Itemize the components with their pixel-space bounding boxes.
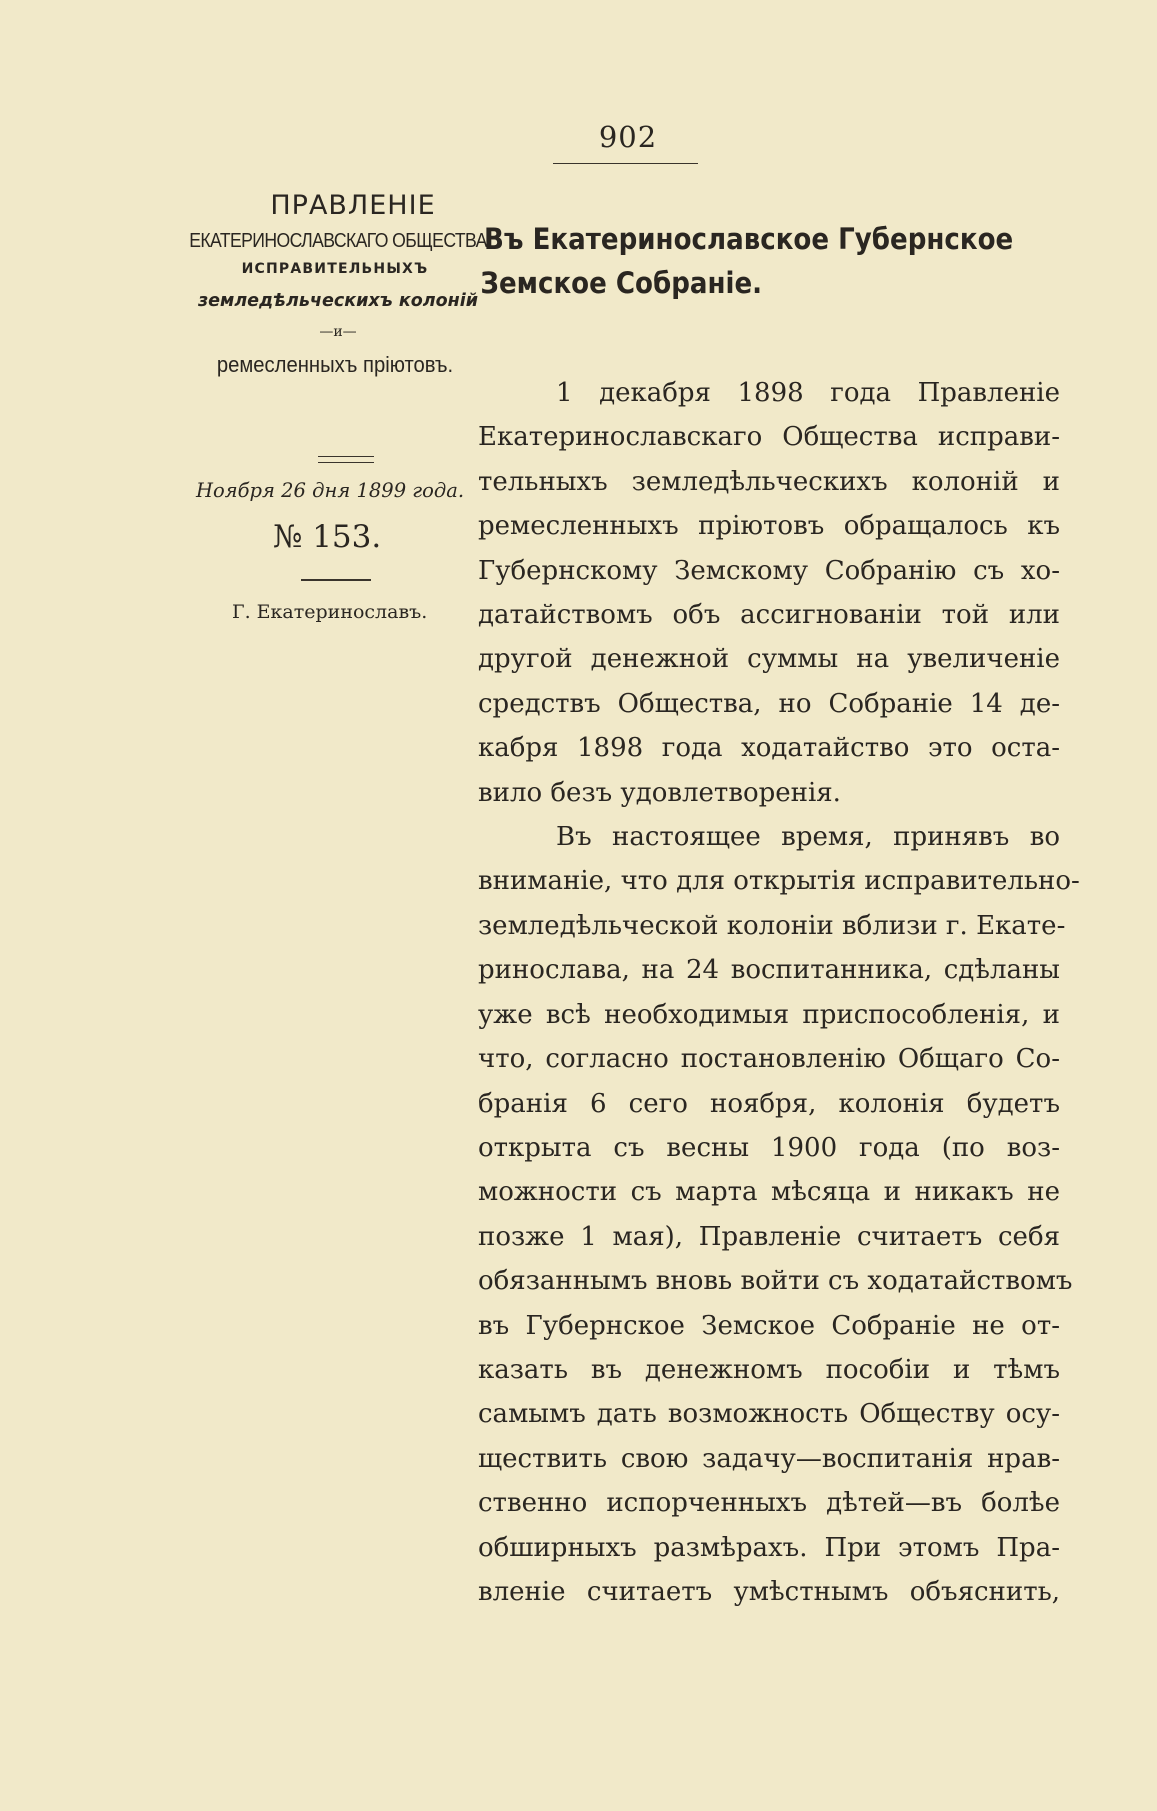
- letter-city: Г. Екатеринославъ.: [232, 601, 428, 623]
- body-line: бранія 6 сего ноября, колонія будетъ: [478, 1088, 1060, 1119]
- letter-body: [478, 371, 1080, 1614]
- body-line: Въ настоящее время, принявъ во: [556, 822, 1060, 853]
- body-line: позже 1 мая), Правленіе считаетъ себя: [478, 1221, 1060, 1252]
- body-line: обязаннымъ вновь войти съ ходатайствомъ: [478, 1266, 1073, 1297]
- body-line: тельныхъ земледѣльческихъ колоній и: [478, 466, 1060, 497]
- body-line: 1 декабря 1898 года Правленіе: [556, 378, 1060, 408]
- sender-title: ПРАВЛЕНІЕ: [270, 190, 436, 221]
- sender-corrective: ИСПРАВИТЕЛЬНЫХЪ: [241, 261, 429, 277]
- body-line: датайствомъ объ ассигнованіи той или: [478, 600, 1060, 631]
- body-line: вленіе считаетъ умѣстнымъ объяснить,: [478, 1576, 1060, 1607]
- number-rule: [301, 579, 371, 581]
- body-line: Губернскому Земскому Собранію съ хо-: [478, 555, 1060, 586]
- body-line: земледѣльческой колоніи вблизи г. Екате-: [478, 910, 1066, 941]
- body-line: ринослава, на 24 воспитанника, сдѣланы: [478, 955, 1060, 986]
- sender-society: ЕКАТЕРИНОСЛАВСКАГО ОБЩЕСТВА: [189, 229, 487, 252]
- body-line: можности съ марта мѣсяца и никакъ не: [478, 1177, 1060, 1208]
- sender-letterhead: [188, 190, 488, 378]
- recipient-line-2: Земское Собраніе.: [480, 266, 763, 300]
- letter-number: № 153.: [273, 519, 382, 555]
- body-line: ремесленныхъ пріютовъ обращалось къ: [478, 511, 1060, 542]
- body-line: казать въ денежномъ пособіи и тѣмъ: [478, 1354, 1060, 1385]
- body-line: Екатеринославскаго Общества исправи-: [478, 422, 1060, 453]
- body-line: ществить свою задачу—воспитанія нрав-: [478, 1443, 1060, 1474]
- body-line: что, согласно постановленію Общаго Со-: [478, 1044, 1060, 1075]
- recipient-heading: [480, 217, 1014, 305]
- body-line: въ Губернское Земское Собраніе не от-: [478, 1310, 1060, 1341]
- recipient-line-1: Въ Екатеринославское Губернское: [484, 222, 1014, 256]
- sender-colonies: земледѣльческихъ колоній: [198, 291, 478, 311]
- page-number: 902: [598, 120, 658, 154]
- body-line: вило безъ удовлетворенія.: [478, 777, 841, 808]
- page-number-rule: [553, 163, 698, 164]
- body-line: ственно испорченныхъ дѣтей—въ болѣе: [478, 1488, 1060, 1519]
- letter-date: Ноября 26 дня 1899 года.: [196, 479, 465, 502]
- body-line: самымъ дать возможность Обществу осу-: [478, 1399, 1060, 1430]
- sender-shelters: ремесленныхъ пріютовъ.: [216, 352, 454, 377]
- sender-conjunction: —и—: [319, 324, 357, 340]
- letterhead-double-rule: [318, 456, 374, 463]
- body-line: обширныхъ размѣрахъ. При этомъ Пра-: [478, 1532, 1060, 1563]
- body-line: вниманіе, что для открытія исправительно-: [478, 866, 1080, 897]
- body-line: уже всѣ необходимыя приспособленія, и: [478, 999, 1060, 1030]
- body-line: кабря 1898 года ходатайство это оста-: [478, 733, 1060, 764]
- body-line: средствъ Общества, но Собраніе 14 де-: [478, 688, 1060, 719]
- body-line: другой денежной суммы на увеличеніе: [478, 644, 1060, 675]
- body-line: открыта съ весны 1900 года (по воз-: [478, 1132, 1060, 1163]
